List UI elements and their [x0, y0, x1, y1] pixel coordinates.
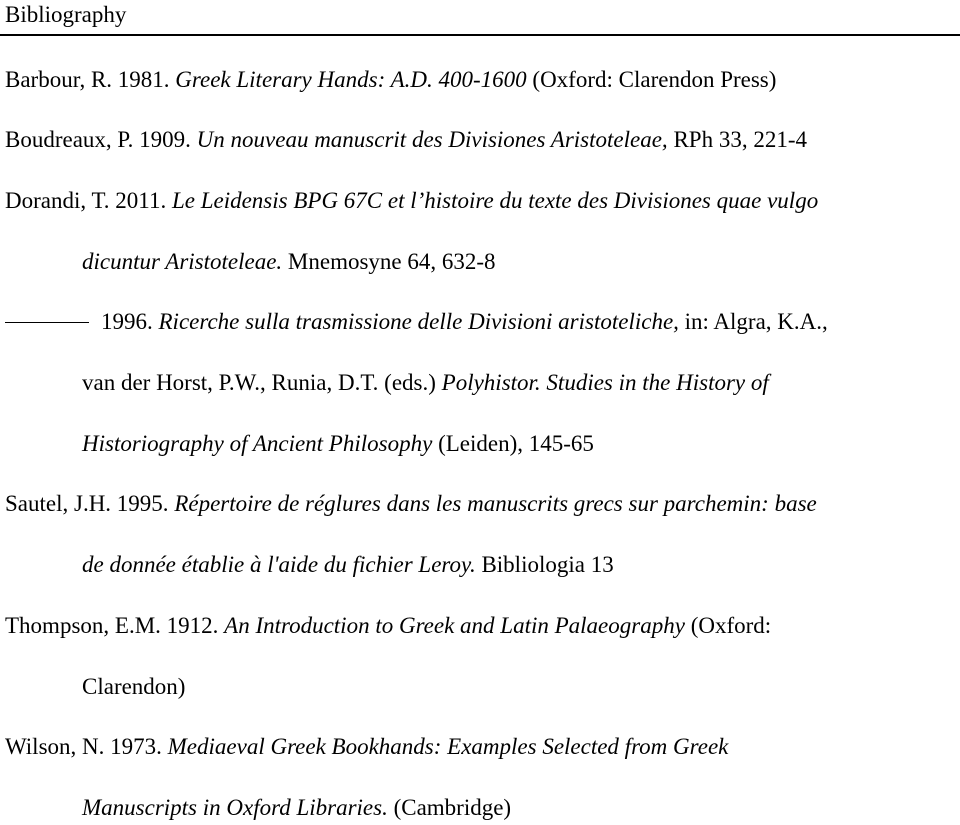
- bib-entry-wilson-line-2: [82, 793, 511, 823]
- entry-title: Un nouveau manuscrit des Divisiones Aristoteleae,: [196, 127, 668, 152]
- bib-entry-dorandi-2011-line-1: [5, 186, 818, 216]
- entry-text: Sautel, J.H. 1995.: [5, 491, 175, 516]
- entry-title: Mediaeval Greek Bookhands: Examples Selected from Greek: [167, 734, 729, 759]
- entry-text: Dorandi, T. 2011.: [5, 188, 172, 213]
- entry-text: Boudreaux, P. 1909.: [5, 127, 197, 152]
- entry-text: Wilson, N. 1973.: [5, 734, 168, 759]
- bib-entry-sautel-line-1: [5, 489, 817, 519]
- bib-entry-dorandi-1996-line-1: [5, 307, 828, 337]
- bib-entry-boudreaux-line-1: [5, 125, 807, 155]
- heading-rule: [0, 34, 960, 36]
- bib-entry-sautel-line-2: [82, 550, 614, 580]
- entry-text: in: Algra, K.A.,: [678, 309, 828, 334]
- bib-entry-thompson-line-2: [82, 672, 185, 702]
- entry-title: de donnée établie à l'aide du fichier Leroy.: [82, 552, 476, 577]
- entry-text: van der Horst, P.W., Runia, D.T. (eds.): [82, 370, 442, 395]
- entry-title: Le Leidensis BPG 67C et l’histoire du texte des Divisiones quae vulgo: [171, 188, 819, 213]
- entry-text: Barbour, R. 1981.: [5, 67, 176, 92]
- entry-title: Répertoire de réglures dans les manuscrits grecs sur parchemin: base: [174, 491, 817, 516]
- ditto-dash: [5, 322, 89, 323]
- entry-title: Manuscripts in Oxford Libraries.: [82, 795, 388, 820]
- entry-title: dicuntur Aristoteleae.: [82, 249, 283, 274]
- entry-text: Clarendon): [82, 674, 186, 699]
- entry-text: Mnemosyne 64, 632-8: [282, 249, 496, 274]
- entry-text: (Leiden), 145-65: [432, 431, 594, 456]
- entry-title: Greek Literary Hands: A.D. 400-1600: [175, 67, 527, 92]
- entry-title: Polyhistor. Studies in the History of: [441, 370, 769, 395]
- entry-text: (Oxford: Clarendon Press): [526, 67, 777, 92]
- entry-title: An Introduction to Greek and Latin Palaeography: [224, 613, 685, 638]
- entry-title: Ricerche sulla trasmissione delle Divisioni aristoteliche,: [158, 309, 679, 334]
- bib-entry-thompson-line-1: [5, 611, 771, 641]
- entry-title: Historiography of Ancient Philosophy: [82, 431, 433, 456]
- entry-text: 1996.: [101, 309, 159, 334]
- bib-entry-dorandi-2011-line-2: [82, 247, 496, 277]
- bib-entry-wilson-line-1: [5, 732, 728, 762]
- bib-entry-dorandi-1996-line-2: [82, 368, 769, 398]
- page-title: Bibliography: [5, 2, 127, 27]
- bib-entry-dorandi-1996-line-3: [82, 429, 594, 459]
- entry-text: (Cambridge): [387, 795, 512, 820]
- entry-text: Thompson, E.M. 1912.: [5, 613, 225, 638]
- bib-entry-barbour-line-1: [5, 65, 776, 95]
- entry-text: (Oxford:: [684, 613, 772, 638]
- entry-text: Bibliologia 13: [475, 552, 614, 577]
- entry-text: RPh 33, 221-4: [667, 127, 807, 152]
